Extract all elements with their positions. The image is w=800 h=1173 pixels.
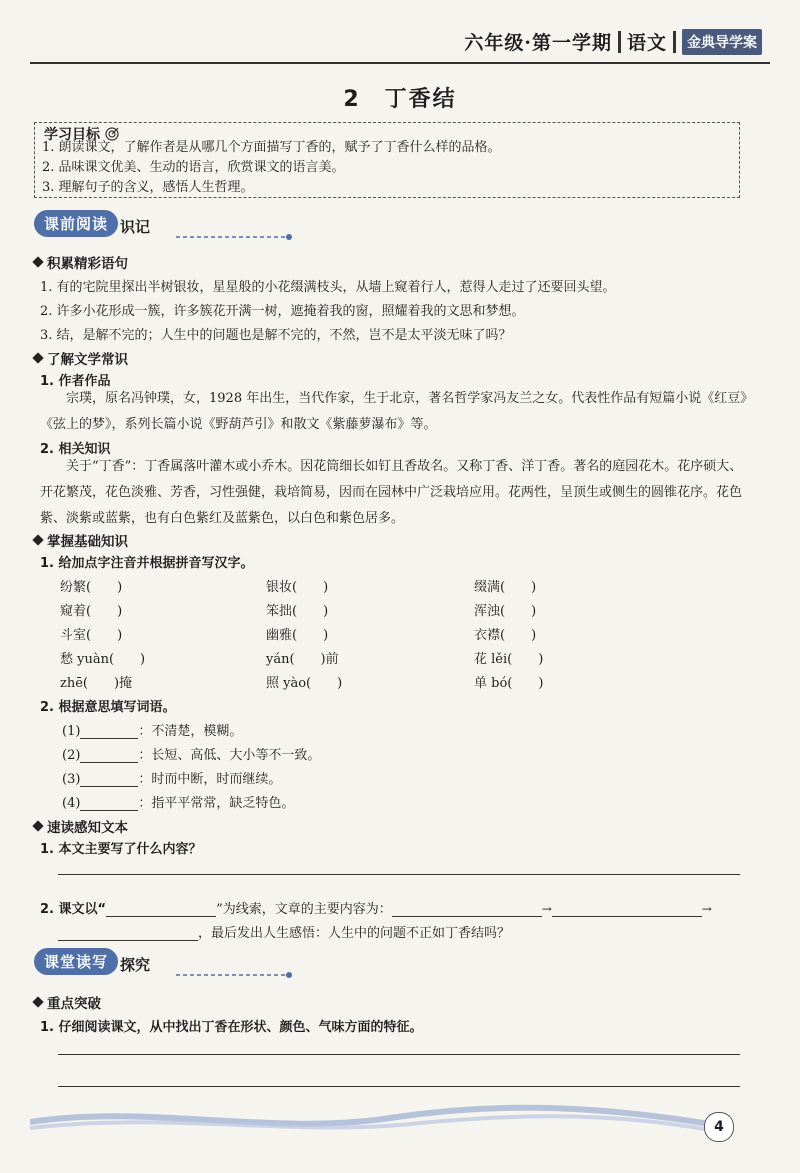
diamond-icon bbox=[32, 996, 43, 1007]
subheading-related: 2. 相关知识 bbox=[40, 442, 111, 457]
page-number: 4 bbox=[704, 1112, 734, 1142]
content-blank-2[interactable] bbox=[552, 916, 702, 917]
fill-definition: ：不清楚，模糊。 bbox=[138, 724, 243, 739]
pinyin-item: 斗室( ) bbox=[60, 628, 123, 643]
section-heading-text: 重点突破 bbox=[47, 996, 101, 1012]
pinyin-item: 纷繁( ) bbox=[60, 580, 123, 595]
fill-number: (2) bbox=[62, 748, 81, 763]
objectives-label-text: 学习目标 bbox=[44, 127, 100, 143]
pinyin-item: yán( )前 bbox=[266, 652, 339, 667]
section-heading bbox=[34, 252, 128, 272]
fill-row bbox=[62, 792, 294, 811]
pinyin-item: 愁 yuàn( ) bbox=[60, 652, 146, 667]
fill-number: (3) bbox=[62, 772, 81, 787]
question-clue bbox=[40, 898, 712, 917]
pinyin-item: 窥着( ) bbox=[60, 604, 123, 619]
section-heading bbox=[34, 992, 101, 1012]
brand-badge: 金典导学案 bbox=[682, 29, 762, 55]
subheading-author: 1. 作者作品 bbox=[40, 374, 111, 389]
fill-row bbox=[62, 744, 320, 763]
banner-pill: 课堂读写 bbox=[34, 948, 118, 975]
section-heading bbox=[34, 348, 128, 368]
banner-dot bbox=[286, 234, 292, 240]
pinyin-item: 幽雅( ) bbox=[266, 628, 329, 643]
banner-sub: 识记 bbox=[120, 218, 151, 236]
fill-blank[interactable] bbox=[80, 762, 138, 763]
banner-pill: 课前阅读 bbox=[34, 210, 118, 237]
header-separator bbox=[673, 31, 676, 53]
section-heading-text: 积累精彩语句 bbox=[47, 256, 128, 272]
grade-label: 六年级·第一学期 bbox=[464, 32, 612, 54]
author-paragraph: 宗璞，原名冯钟璞，女，1928 年出生，当代作家，生于北京，著名哲学家冯友兰之女。代表性作品有短篇小说《红豆》《弦上的梦》，系列长篇小说《野葫芦引》和散文《紫藤萝瀑布》等。 bbox=[40, 391, 747, 432]
pinyin-item: 银妆( ) bbox=[266, 580, 329, 595]
fill-blank[interactable] bbox=[80, 786, 138, 787]
section-heading bbox=[34, 530, 128, 550]
section-banner-pre-reading bbox=[34, 210, 150, 237]
banner-dotted-rule bbox=[176, 236, 286, 238]
header-rule bbox=[30, 62, 770, 64]
clue-text-b: ”为线索，文章的主要内容为： bbox=[216, 902, 392, 917]
arrow-icon: → bbox=[541, 902, 552, 916]
pinyin-item: zhē( )掩 bbox=[60, 676, 133, 691]
answer-line[interactable] bbox=[58, 1086, 740, 1087]
section-heading-text: 掌握基础知识 bbox=[47, 534, 128, 550]
footer-wave bbox=[30, 1102, 710, 1138]
banner-dotted-rule bbox=[176, 974, 286, 976]
diamond-icon bbox=[32, 534, 43, 545]
pinyin-item: 花 lěi( ) bbox=[474, 652, 544, 667]
pinyin-item: 笨拙( ) bbox=[266, 604, 329, 619]
banner-sub: 探究 bbox=[120, 956, 151, 974]
clue-text-a: 2. 课文以“ bbox=[40, 902, 107, 917]
arrow-icon: → bbox=[701, 902, 712, 916]
question-clue-cont bbox=[58, 922, 510, 941]
section-banner-in-class bbox=[34, 948, 150, 975]
fill-number: (4) bbox=[62, 796, 81, 811]
section-heading-text: 速读感知文本 bbox=[47, 820, 128, 836]
objective-item: 2. 品味课文优美、生动的语言，欣赏课文的语言美。 bbox=[42, 160, 345, 175]
fill-definition: ：时而中断，时而继续。 bbox=[138, 772, 282, 787]
section-heading-text: 了解文学常识 bbox=[47, 352, 128, 368]
fill-blank[interactable] bbox=[80, 738, 138, 739]
clue-text-c: ，最后发出人生感悟：人生中的问题不正如丁香结吗？ bbox=[198, 926, 511, 941]
diamond-icon bbox=[32, 820, 43, 831]
fill-blank[interactable] bbox=[80, 810, 138, 811]
related-paragraph: 关于“丁香”：丁香属落叶灌木或小乔木。因花筒细长如钉且香故名。又称丁香、洋丁香。著名的庭园花木。花序硕大、开花繁茂，花色淡雅、芳香，习性强健，栽培简易，因而在园林中广泛栽培应用。花两性，呈顶生或侧生的圆锥花序。花色紫、淡紫或蓝紫，也有白色紫红及蓝紫色，以白色和紫色居多。 bbox=[40, 459, 743, 526]
objective-item: 1. 朗读课文，了解作者是从哪几个方面描写丁香的，赋予了丁香什么样的品格。 bbox=[42, 140, 501, 155]
sentence-item: 2. 许多小花形成一簇，许多簇花开满一树，遮掩着我的窗，照耀着我的文思和梦想。 bbox=[40, 304, 525, 319]
pinyin-item: 缀满( ) bbox=[474, 580, 537, 595]
content-blank-3[interactable] bbox=[58, 940, 198, 941]
fill-row bbox=[62, 720, 242, 739]
header-separator bbox=[618, 31, 621, 53]
diamond-icon bbox=[32, 256, 43, 267]
lesson-title: 2 丁香结 bbox=[343, 87, 457, 112]
banner-dot bbox=[286, 972, 292, 978]
pinyin-item: 浑浊( ) bbox=[474, 604, 537, 619]
pinyin-item: 单 bó( ) bbox=[474, 676, 544, 691]
question-fill-words: 2. 根据意思填写词语。 bbox=[40, 700, 176, 715]
question-pinyin: 1. 给加点字注音并根据拼音写汉字。 bbox=[40, 556, 254, 571]
sentence-item: 1. 有的宅院里探出半树银妆，星星般的小花缀满枝头，从墙上窥着行人，惹得人走过了还要回头望。 bbox=[40, 280, 616, 295]
fill-number: (1) bbox=[62, 724, 81, 739]
sentence-item: 3. 结，是解不完的；人生中的问题也是解不完的，不然，岂不是太平淡无味了吗？ bbox=[40, 328, 512, 343]
page-header bbox=[464, 28, 762, 55]
question-content: 1. 本文主要写了什么内容？ bbox=[40, 842, 202, 857]
diamond-icon bbox=[32, 352, 43, 363]
clue-blank[interactable] bbox=[106, 916, 216, 917]
answer-line[interactable] bbox=[58, 1054, 740, 1055]
objective-item: 3. 理解句子的含义，感悟人生哲理。 bbox=[42, 180, 254, 195]
content-blank-1[interactable] bbox=[392, 916, 542, 917]
fill-definition: ：长短、高低、大小等不一致。 bbox=[138, 748, 321, 763]
subject-label: 语文 bbox=[626, 32, 667, 54]
pinyin-item: 衣襟( ) bbox=[474, 628, 537, 643]
section-heading bbox=[34, 816, 128, 836]
fill-definition: ：指平平常常，缺乏特色。 bbox=[138, 796, 295, 811]
fill-row bbox=[62, 768, 281, 787]
question-features: 1. 仔细阅读课文，从中找出丁香在形状、颜色、气味方面的特征。 bbox=[40, 1020, 423, 1035]
pinyin-item: 照 yào( ) bbox=[266, 676, 343, 691]
answer-line[interactable] bbox=[58, 874, 740, 875]
